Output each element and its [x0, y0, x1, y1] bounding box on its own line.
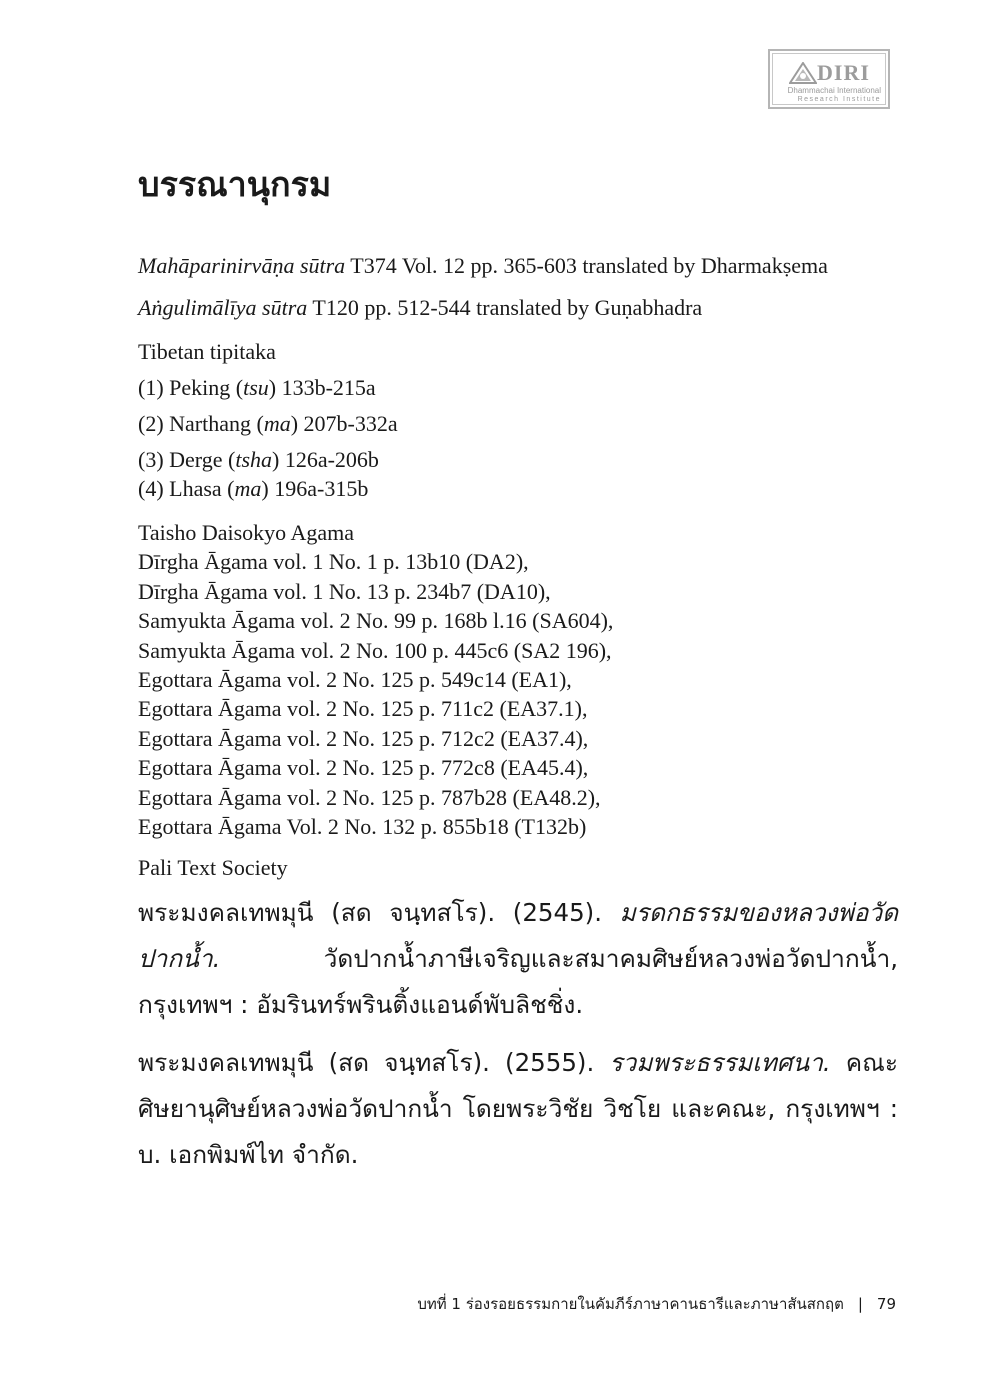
- tibetan-item: (2) Narthang (ma) 207b-332a: [138, 411, 398, 436]
- taisho-line: Egottara Āgama vol. 2 No. 125 p. 787b28 (EA48.2),: [138, 784, 601, 810]
- taisho-line: Dīrgha Āgama vol. 1 No. 13 p. 234b7 (DA10),: [138, 578, 551, 604]
- pali-text-society: Pali Text Society: [138, 855, 288, 880]
- taisho-line: Egottara Āgama vol. 2 No. 125 p. 549c14 (EA1),: [138, 666, 572, 692]
- logo-subtitle-1: Dhammachai International: [787, 86, 881, 95]
- taisho-list: [138, 518, 613, 841]
- taisho-line: Egottara Āgama vol. 2 No. 125 p. 772c8 (EA45.4),: [138, 755, 589, 781]
- reference-angulimaliya: [138, 295, 702, 321]
- thai-reference-1: [138, 890, 898, 1028]
- thai-reference-publisher: วัดปากน้ำภาษีเจริญและสมาคมศิษย์หลวงพ่อวัดปากน้ำ, กรุงเทพฯ : อัมรินทร์พรินติ้งแอนด์พับลิชชิ่ง.: [138, 944, 898, 1019]
- footer-separator: |: [857, 1295, 863, 1313]
- thai-reference-publisher: คณะศิษยานุศิษย์หลวงพ่อวัดปากน้ำ โดยพระวิชัย วิชโย และคณะ, กรุงเทพฯ : บ. เอกพิมพ์ไท จำกัด.: [138, 1048, 898, 1169]
- logo-subtitle-2: Research Institute: [797, 96, 881, 103]
- reference-detail: T374 Vol. 12 pp. 365-603 translated by Dharmakṣema: [345, 253, 828, 278]
- thai-reference-title: มรดกธรรมของหลวงพ่อวัดปากน้ำ.: [138, 898, 898, 973]
- tibetan-item: (3) Derge (tsha) 126a-206b: [138, 447, 379, 472]
- logo-name: DIRI: [817, 60, 870, 85]
- page-number: 79: [876, 1295, 896, 1313]
- thai-reference-author: พระมงคลเทพมุนี (สด จนฺทสโร). (2545).: [138, 898, 620, 927]
- tibetan-item: (4) Lhasa (ma) 196a-315b: [138, 476, 369, 501]
- diri-triangle-icon: [789, 62, 817, 84]
- page-title: บรรณานุกรม: [138, 165, 332, 205]
- taisho-line: Egottara Āgama Vol. 2 No. 132 p. 855b18 (T132b): [138, 813, 587, 839]
- thai-reference-2: [138, 1040, 898, 1178]
- page-footer: [417, 1292, 896, 1316]
- reference-title: Mahāparinirvāṇa sūtra: [138, 253, 346, 278]
- chapter-title: บทที่ 1 ร่องรอยธรรมกายในคัมภีร์ภาษาคานธารีและภาษาสันสกฤต: [417, 1295, 844, 1313]
- taisho-heading: Taisho Daisokyo Agama: [138, 520, 354, 545]
- taisho-line: Egottara Āgama vol. 2 No. 125 p. 712c2 (EA37.4),: [138, 725, 589, 751]
- tibetan-heading: Tibetan tipitaka: [138, 339, 276, 364]
- diri-logo: [768, 49, 890, 109]
- taisho-line: Dīrgha Āgama vol. 1 No. 1 p. 13b10 (DA2),: [138, 549, 529, 575]
- thai-reference-title: รวมพระธรรมเทศนา.: [609, 1048, 831, 1077]
- reference-mahaparinirvana: [138, 253, 828, 279]
- tibetan-item: (1) Peking (tsu) 133b-215a: [138, 375, 376, 400]
- reference-title: Aṅgulimālīya sūtra: [138, 295, 308, 320]
- reference-detail: T120 pp. 512-544 translated by Guṇabhadra: [307, 295, 703, 320]
- taisho-line: Egottara Āgama vol. 2 No. 125 p. 711c2 (EA37.1),: [138, 696, 588, 722]
- taisho-line: Samyukta Āgama vol. 2 No. 100 p. 445c6 (SA2 196),: [138, 637, 612, 663]
- thai-reference-author: พระมงคลเทพมุนี (สด จนฺทสโร). (2555).: [138, 1048, 610, 1077]
- taisho-line: Samyukta Āgama vol. 2 No. 99 p. 168b l.16 (SA604),: [138, 608, 614, 634]
